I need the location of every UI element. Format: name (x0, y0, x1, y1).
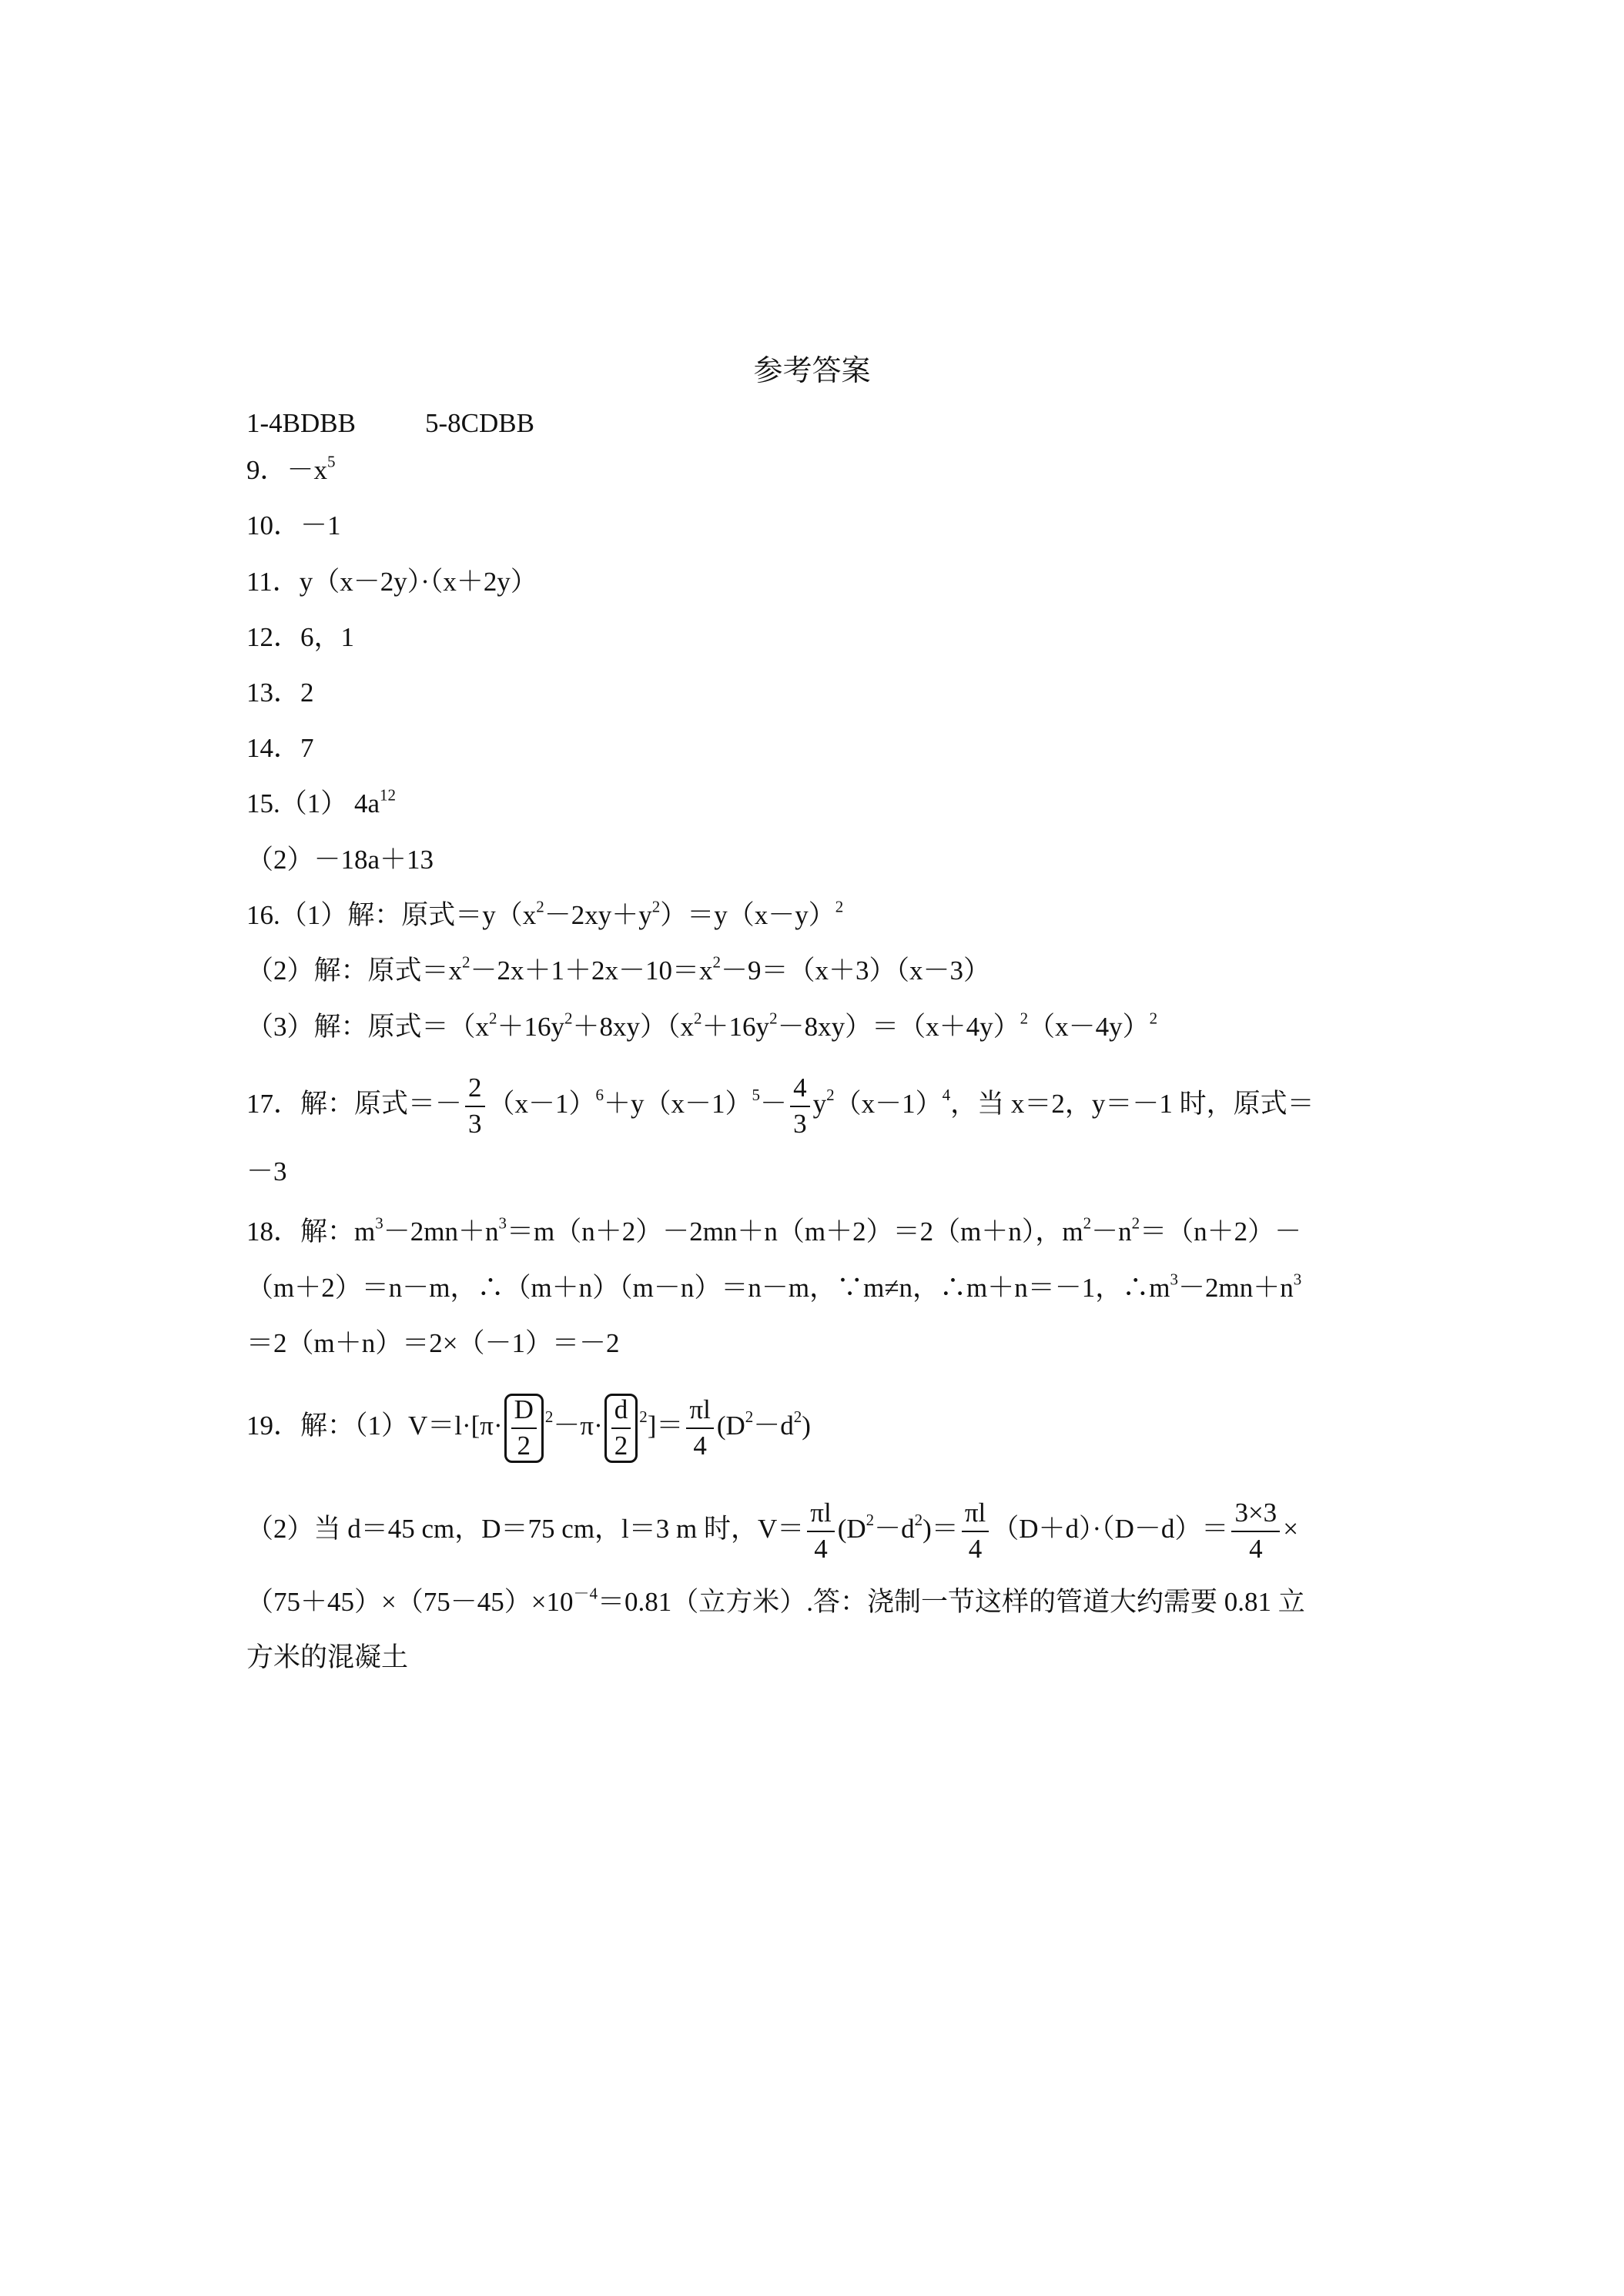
fraction-2-3: $\frac{2}{3}$ (465, 1074, 485, 1139)
fraction-pil-4: $\frac{\pi l}{4}$ (686, 1396, 713, 1461)
answer-17-cont: －3 (246, 1156, 287, 1186)
answer-15-1: 15.（1） $4a^{12}$ (246, 785, 397, 818)
page-title: 参考答案 (753, 355, 871, 387)
answer-9: 9．$-x^5$ (246, 452, 336, 485)
answer-19-2: （2）当 d＝45 cm，D＝75 cm，l＝3 m 时，V＝ $\frac{\pi l}{4}$ $(D^2-d^2)=$ $\frac{\pi l}{4}$ （D＋d）·（D－d）＝ $\frac{3\times 3}{4}$ × (246, 1498, 1298, 1564)
answer-1-4: 1-4BDBB (246, 408, 356, 438)
answer-16-2: （2）解：原式$=x^2-2x+1+2x-10=x^2-9=(x+3)(x-3)$ (246, 952, 991, 986)
answer-13: 13．2 (246, 678, 314, 708)
answer-18-line3: ＝2（m＋n）＝2×（－1）＝－2 (246, 1328, 620, 1358)
answer-19-1: 19．解：（1）V＝l·[π· $\frac{D}{2}$ $^2$－π· $\frac{d}{2}$ $^2$]＝ $\frac{\pi l}{4}$ $(D^2-d^2)$ (246, 1394, 811, 1463)
answer-5-8: 5-8CDBB (424, 408, 534, 438)
answer-18-line1: 18．解：$m^3-2mn+n^3=m(n+2)-2mn+n(m+2)=2(m+n)$，$m^2-n^2=(n+2)-$ (246, 1213, 1302, 1247)
answer-17: 17．解：原式＝－ $\frac{2}{3}$ $(x-1)^6+y(x-1)^5-$ $\frac{4}{3}$ $y^2(x-1)^4$，当 x＝2，y＝－1 时，原式＝ (246, 1073, 1314, 1139)
answer-14: 14．7 (246, 733, 314, 763)
answer-15-2: （2）－18a＋13 (246, 845, 434, 875)
fraction-4-3: $\frac{4}{3}$ (790, 1074, 810, 1139)
bracket-d-over-2: $\frac{d}{2}$ (604, 1394, 638, 1463)
answer-10: 10．－1 (246, 510, 341, 541)
answer-16-3: （3）解：原式$=(x^2+16y^2+8xy)(x^2+16y^2-8xy)=(x+4y)^2(x-4y)^2$ (246, 1009, 1158, 1042)
answer-19-2-cont: $(75+45)\times(75-45)\times 10^{-4}=0.81$（立方米）.答：浇制一节这样的管道大约需要 0.81 立 (246, 1584, 1305, 1617)
answer-16-1: 16.（1）解：原式$=y(x^2-2xy+y^2)=y(x-y)^2$ (246, 897, 844, 930)
answer-18-line2: （m＋2）＝n－m，∴（m＋n）（m－n）＝n－m，∵m≠n，∴m＋n＝－1，$\therefore m^3-2mn+n^3$ (246, 1270, 1302, 1303)
answer-11: 11．y（x－2y）·（x＋2y） (246, 567, 537, 597)
answer-12: 12．6，1 (246, 622, 355, 652)
bracket-D-over-2: $\frac{D}{2}$ (504, 1394, 544, 1463)
answer-19-2-end: 方米的混凝土 (246, 1642, 409, 1672)
answer-line-1-8 (246, 407, 534, 440)
